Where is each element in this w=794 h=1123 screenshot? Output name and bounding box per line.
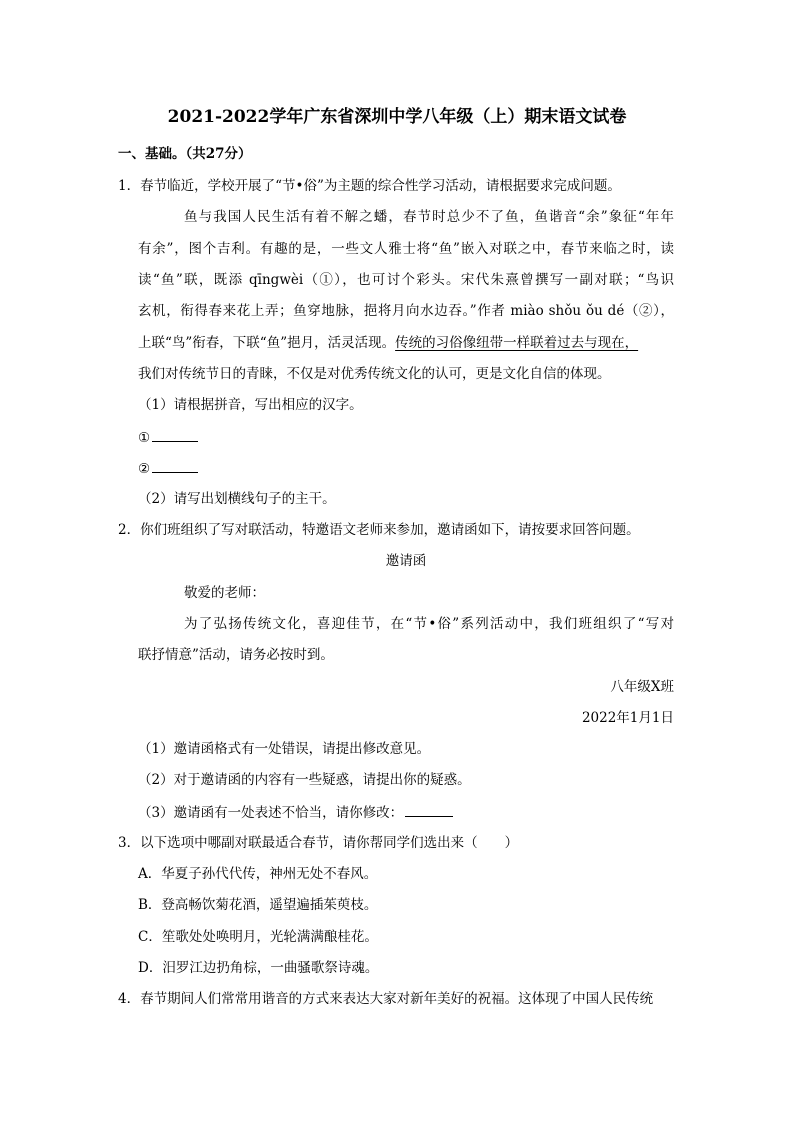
answer-blank[interactable]: [152, 428, 198, 442]
q1-sub2: （2）请写出划横线句子的主干。: [138, 491, 336, 507]
letter-body-line: 为了弘扬传统文化，喜迎佳节，在“节•俗”系列活动中，我们班组织了“写对: [184, 616, 674, 632]
letter-signature: 八年级X班: [610, 679, 674, 695]
q2-sub2: （2）对于邀请函的内容有一些疑惑，请提出你的疑惑。: [138, 772, 471, 788]
q3-option-a[interactable]: A．华夏子孙代代传，神州无处不春风。: [138, 866, 378, 882]
q3-option-b[interactable]: B．登高畅饮菊花酒，遥望遍插茱萸枝。: [138, 897, 378, 913]
q2-sub3: [138, 803, 453, 822]
q3-option-c[interactable]: C．笙歌处处唤明月，光轮满满酿桂花。: [138, 929, 378, 945]
blank-label: ①: [138, 430, 151, 446]
section-heading: 一、基础。（共27分）: [118, 146, 252, 162]
answer-blank[interactable]: [152, 459, 198, 473]
letter-title: 邀请函: [385, 553, 427, 569]
q2-stem: 2．你们班组织了写对联活动，特邀语文老师来参加，邀请函如下，请按要求回答问题。: [118, 522, 640, 538]
q1-passage-line: 有余”，图个吉利。有趣的是，一些文人雅士将“鱼”嵌入对联之中，春节来临之时，读: [138, 241, 674, 257]
q3-stem: 3．以下选项中哪副对联最适合春节，请你帮同学们选出来（ ）: [118, 835, 519, 851]
q1-underlined-sentence: 传统的习俗像纽带一样联着过去与现在，: [395, 335, 639, 351]
q1-passage-line: 鱼与我国人民生活有着不解之蟠，春节时总少不了鱼，鱼谐音“余”象征“年年: [184, 209, 674, 225]
letter-body-line: 联抒情意”活动，请务必按时到。: [138, 647, 334, 663]
blank-label: ②: [138, 461, 151, 477]
q1-passage-line: 我们对传统节日的青睐，不仅是对优秀传统文化的认可，更是文化自信的体现。: [138, 366, 611, 382]
q1-sub1: （1）请根据拼音，写出相应的汉字。: [138, 397, 363, 413]
q1-blank-2: [138, 459, 198, 478]
letter-date: 2022年1月1日: [581, 710, 674, 726]
q1-passage-line: 玄机，衔得春来花上弄；鱼穿地脉，挹将月向水边吞。”作者 miào shǒu ǒu dé（②），: [138, 303, 674, 319]
q1-blank-1: [138, 428, 198, 447]
letter-salutation: 敬爱的老师：: [184, 585, 265, 601]
answer-blank[interactable]: [405, 803, 453, 817]
q1-stem: 1．春节临近，学校开展了“节•俗”为主题的综合性学习活动，请根据要求完成问题。: [118, 178, 621, 194]
q1-passage-line: [138, 334, 688, 352]
q2-sub3-text: （3）邀请函有一处表述不恰当，请你修改：: [138, 805, 404, 821]
exam-title: 2021-2022学年广东省深圳中学八年级（上）期末语文试卷: [167, 107, 627, 127]
q4-stem: 4．春节期间人们常常用谐音的方式来表达大家对新年美好的祝福。这体现了中国人民传统: [118, 991, 654, 1007]
q2-sub1: （1）邀请函格式有一处错误，请提出修改意见。: [138, 741, 431, 757]
q1-passage-text: 上联“鸟”衔春，下联“鱼”挹月，活灵活现。: [138, 335, 396, 351]
q3-option-d[interactable]: D．汨罗江边扔角棕，一曲骚歌祭诗魂。: [138, 960, 379, 976]
q1-passage-line: 读“鱼”联，既添 qīngwèi（①），也可讨个彩头。宋代朱熹曾撰写一副对联；“鸟识: [138, 272, 674, 288]
